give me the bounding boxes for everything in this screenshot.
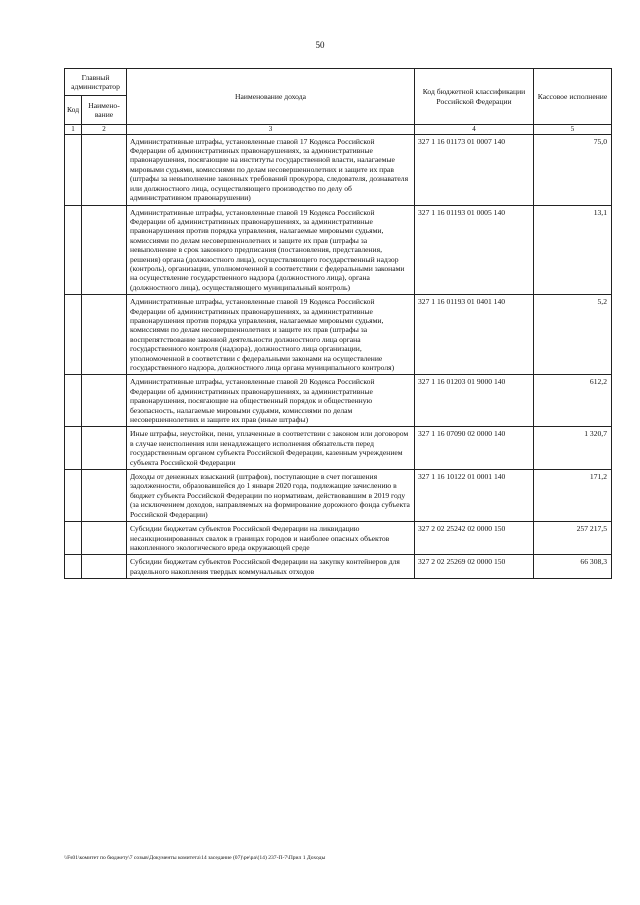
admin-name-cell [82, 470, 127, 522]
table-row [65, 522, 612, 555]
admin-code-cell [65, 555, 82, 579]
income-name-cell: Административные штрафы, установленные главой 20 Кодекса Российской Федерации об административных правонарушениях, за административные правонарушения, посягающие на общественный порядок и общественную безопасность, налагаемые мировыми судьями, комиссиями по делам несовершеннолетних и защите их прав (иные штрафы) [127, 375, 415, 427]
income-table [64, 68, 612, 579]
income-name-cell: Субсидии бюджетам субъектов Российской Федерации на закупку контейнеров для раздельного накопления твердых коммунальных отходов [127, 555, 415, 579]
admin-code-cell [65, 427, 82, 470]
column-number: 1 [65, 125, 82, 135]
column-number: 3 [127, 125, 415, 135]
amount-cell: 1 320,7 [534, 427, 612, 470]
budget-code-cell: 327 1 16 01203 01 9000 140 [415, 375, 534, 427]
admin-name-cell [82, 427, 127, 470]
income-name-cell: Административные штрафы, установленные главой 19 Кодекса Российской Федерации об административных правонарушениях, за административные правонарушения против порядка управления, налагаемые мировыми судьями, комиссиями по делам несовершеннолетних и защите их прав (штрафы за невыполнение в срок законного предписания (постановления, представления, решения) органа (должностного лица), осуществляющего государственный надзор (контроль), организации, уполномоченной в соответствии с федеральными законами на осуществление государственного надзора (должностного лица), органа (должностного лица), осуществляющего муниципальный контроль) [127, 205, 415, 295]
admin-code-cell [65, 295, 82, 375]
income-name-cell: Доходы от денежных взысканий (штрафов), поступающие в счет погашения задолженности, образовавшейся до 1 января 2020 года, подлежащие зачислению в бюджет субъекта Российской Федерации по нормативам, действовавшим в 2019 году (за исключением доходов, направляемых на формирование дорожного фонда субъекта Российской Федерации) [127, 470, 415, 522]
column-number: 5 [534, 125, 612, 135]
budget-code-cell: 327 2 02 25269 02 0000 150 [415, 555, 534, 579]
amount-cell: 257 217,5 [534, 522, 612, 555]
admin-code-cell [65, 375, 82, 427]
header-name: Наимено-вание [82, 96, 127, 125]
amount-cell: 75,0 [534, 134, 612, 205]
budget-code-cell: 327 1 16 01193 01 0401 140 [415, 295, 534, 375]
header-income-name: Наименование дохода [127, 69, 415, 125]
admin-code-cell [65, 134, 82, 205]
admin-name-cell [82, 205, 127, 295]
header-budget-code: Код бюджетной классификации Российской Федерации [415, 69, 534, 125]
admin-name-cell [82, 134, 127, 205]
header-cash-execution: Кассовое исполнение [534, 69, 612, 125]
table-row [65, 295, 612, 375]
admin-name-cell [82, 555, 127, 579]
table-row [65, 134, 612, 205]
amount-cell: 5,2 [534, 295, 612, 375]
table-row [65, 427, 612, 470]
amount-cell: 13,1 [534, 205, 612, 295]
column-number: 2 [82, 125, 127, 135]
table-row [65, 470, 612, 522]
income-name-cell: Иные штрафы, неустойки, пени, уплаченные в соответствии с законом или договором в случае неисполнения или ненадлежащего исполнения обязательств перед государственным органом субъекта Российской Федерации, казенным учреждением субъекта Российской Федерации [127, 427, 415, 470]
table-row [65, 375, 612, 427]
budget-code-cell: 327 1 16 01173 01 0007 140 [415, 134, 534, 205]
income-name-cell: Субсидии бюджетам субъектов Российской Федерации на ликвидацию несанкционированных свалок в границах городов и наиболее опасных объектов накопленного экологического вреда окружающей среде [127, 522, 415, 555]
amount-cell: 612,2 [534, 375, 612, 427]
admin-code-cell [65, 205, 82, 295]
admin-name-cell [82, 522, 127, 555]
footer-file-path: \\Fs01\комитет по бюджету\7 созыв\Документы комитета\14 заседание (07)\ре\ра\(14) 237-П-7\Прил 1 Доходы [64, 855, 326, 861]
admin-name-cell [82, 375, 127, 427]
budget-code-cell: 327 1 16 10122 01 0001 140 [415, 470, 534, 522]
page-number: 50 [315, 40, 325, 50]
admin-name-cell [82, 295, 127, 375]
column-number: 4 [415, 125, 534, 135]
table-row [65, 555, 612, 579]
income-name-cell: Административные штрафы, установленные главой 19 Кодекса Российской Федерации об административных правонарушениях, за административные правонарушения против порядка управления, налагаемые мировыми судьями, комиссиями по делам несовершеннолетних и защите их прав (штрафы за воспрепятствование законной деятельности должностного лица органа государственного контроля (надзора), должностного лица организации, уполномоченной в соответствии с федеральными законами на осуществление государственного надзора, должностного лица органа муниципального контроля) [127, 295, 415, 375]
admin-code-cell [65, 470, 82, 522]
amount-cell: 66 308,3 [534, 555, 612, 579]
table-row [65, 205, 612, 295]
budget-code-cell: 327 1 16 01193 01 0005 140 [415, 205, 534, 295]
amount-cell: 171,2 [534, 470, 612, 522]
budget-code-cell: 327 2 02 25242 02 0000 150 [415, 522, 534, 555]
income-name-cell: Административные штрафы, установленные главой 17 Кодекса Российской Федерации об административных правонарушениях, за административные правонарушения, посягающие на институты государственной власти, налагаемые мировыми судьями, комиссиями по делам несовершеннолетних и защите их прав (штрафы за невыполнение законных требований прокурора, следователя, дознавателя или должностного лица, осуществляющего производство по делу об административном правонарушении) [127, 134, 415, 205]
budget-code-cell: 327 1 16 07090 02 0000 140 [415, 427, 534, 470]
admin-code-cell [65, 522, 82, 555]
header-main-administrator: Главный администратор [65, 69, 127, 96]
header-code: Код [65, 96, 82, 125]
